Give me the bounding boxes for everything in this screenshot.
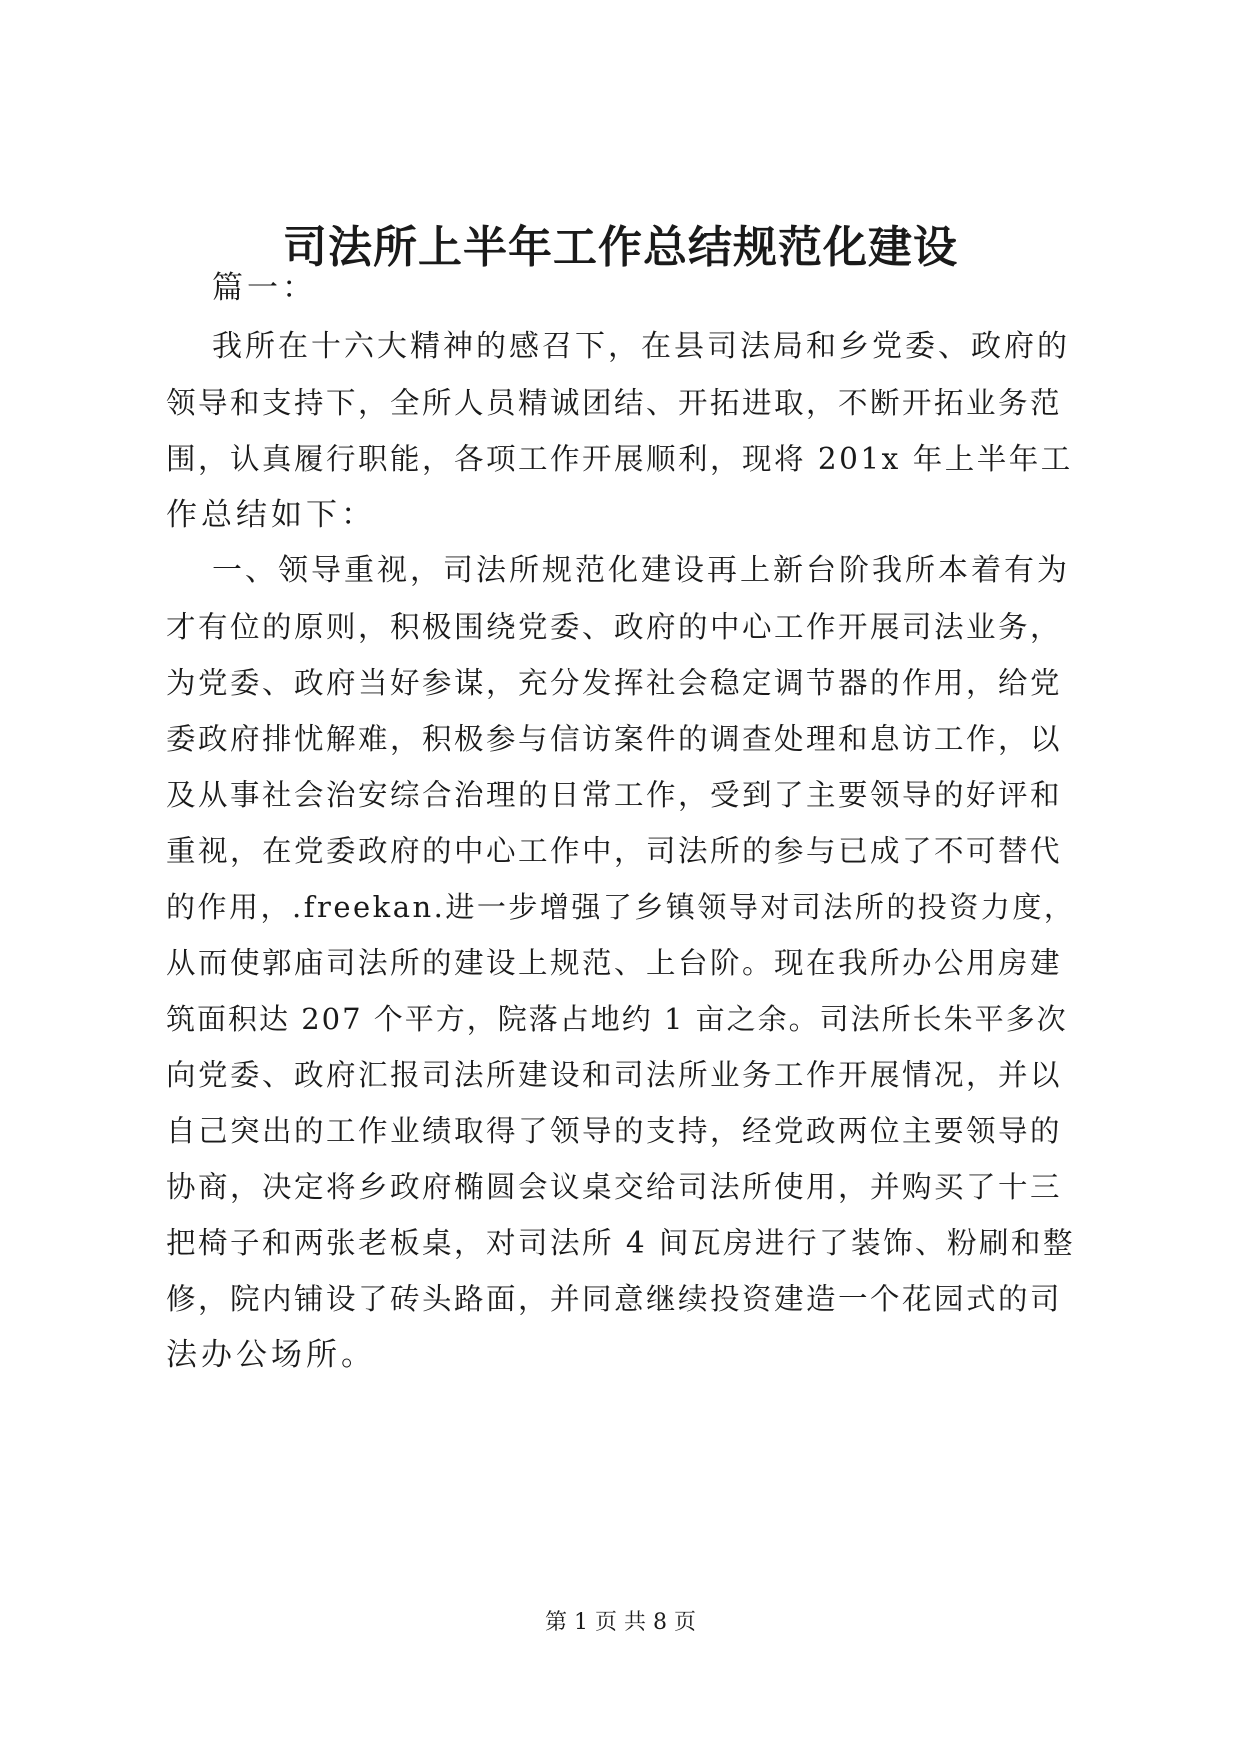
body-line: 及从事社会治安综合治理的日常工作，受到了主要领导的好评和 bbox=[166, 778, 1063, 812]
document-title: 司法所上半年工作总结规范化建设 bbox=[283, 222, 958, 273]
body-line: 向党委、政府汇报司法所建设和司法所业务工作开展情况，并以 bbox=[166, 1058, 1063, 1092]
page-number-footer: 第 1 页 共 8 页 bbox=[545, 1610, 696, 1635]
body-line: 领导和支持下，全所人员精诚团结、开拓进取，不断开拓业务范 bbox=[166, 386, 1063, 420]
body-line: 委政府排忧解难，积极参与信访案件的调查处理和息访工作，以 bbox=[166, 722, 1063, 756]
body-line: 为党委、政府当好参谋，充分发挥社会稳定调节器的作用，给党 bbox=[166, 666, 1063, 700]
body-line: 自己突出的工作业绩取得了领导的支持，经党政两位主要领导的 bbox=[166, 1114, 1063, 1148]
body-line: 围，认真履行职能，各项工作开展顺利，现将 201x 年上半年工 bbox=[166, 442, 1073, 476]
body-line: 作总结如下： bbox=[166, 497, 376, 533]
body-line: 筑面积达 207 个平方，院落占地约 1 亩之余。司法所长朱平多次 bbox=[166, 1002, 1068, 1036]
body-line: 我所在十六大精神的感召下，在县司法局和乡党委、政府的 bbox=[212, 329, 1070, 364]
body-line: 把椅子和两张老板桌，对司法所 4 间瓦房进行了装饰、粉刷和整 bbox=[166, 1226, 1076, 1260]
section-heading: 篇一： bbox=[212, 270, 317, 306]
body-line: 的作用，.freekan.进一步增强了乡镇领导对司法所的投资力度， bbox=[166, 890, 1076, 924]
body-line: 一、领导重视，司法所规范化建设再上新台阶我所本着有为 bbox=[212, 553, 1070, 588]
body-line: 才有位的原则，积极围绕党委、政府的中心工作开展司法业务， bbox=[166, 610, 1063, 644]
body-line: 从而使郭庙司法所的建设上规范、上台阶。现在我所办公用房建 bbox=[166, 946, 1063, 980]
body-line: 修，院内铺设了砖头路面，并同意继续投资建造一个花园式的司 bbox=[166, 1282, 1063, 1316]
body-line: 重视，在党委政府的中心工作中，司法所的参与已成了不可替代 bbox=[166, 834, 1063, 868]
body-line: 协商，决定将乡政府椭圆会议桌交给司法所使用，并购买了十三 bbox=[166, 1170, 1063, 1204]
body-line: 法办公场所。 bbox=[166, 1337, 376, 1373]
